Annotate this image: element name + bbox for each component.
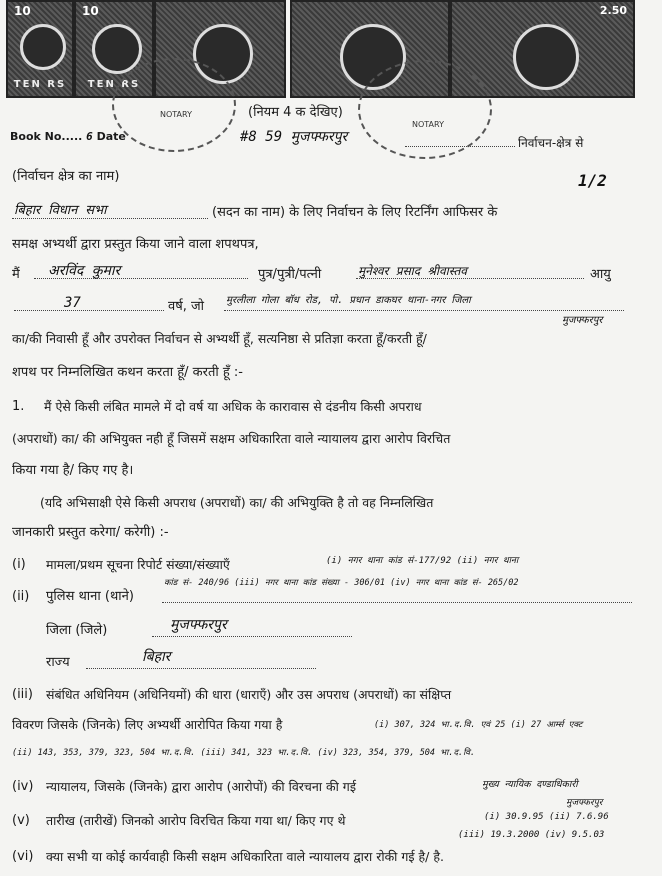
district-label: जिला (जिले) [46, 623, 108, 638]
item-v-text: तारीख (तारीखें) जिनको आरोप विरचित किया गया था/ किए गए थे [46, 813, 346, 828]
stamp-value: 2.50 [599, 4, 627, 17]
father-hand: मुनेश्वर प्रसाद श्रीवास्तव [358, 264, 467, 278]
name-hand: अरविंद कुमार [48, 263, 121, 279]
item-ii-label: (ii) [12, 589, 30, 604]
constituency-blank [405, 132, 515, 147]
item-i-label: (i) [12, 557, 26, 572]
item-iii-hand: (i) 307, 324 भा.द.वि. एवं 25 (i) 27 आर्म्स एक्ट [374, 720, 583, 730]
item-iv-hand: मुख्य न्यायिक दण्डाधिकारी [482, 779, 578, 790]
item-iii-label: (iii) [12, 687, 33, 702]
stamp-caption: TEN RS [13, 79, 67, 90]
stamp-1 [6, 0, 74, 98]
point-1-text-c: किया गया है/ किए गए है। [12, 463, 134, 478]
district-hand: मुजफ्फरपुर [170, 617, 227, 633]
serial-handwriting: #8 59 मुजफ्फरपुर [240, 129, 348, 145]
state-label: राज्य [46, 655, 70, 670]
item-i-text: मामला/प्रथम सूचना रिपोर्ट संख्या/संख्याएँ [46, 557, 230, 572]
relation-label: पुत्र/पुत्री/पत्नी [258, 267, 322, 282]
page-mark: 1/2 [578, 171, 607, 190]
resident-line: का/की निवासी हूँ और उपरोक्त निर्वाचन से अभ्यर्थी हूँ, सत्यनिष्ठा से प्रतिज्ञा करता हूँ/करती हूँ/ [12, 331, 427, 346]
house-blank [12, 204, 208, 219]
constituency-from: निर्वाचन-क्षेत्र से [518, 136, 584, 150]
item-v-hand-2: (iii) 19.3.2000 (iv) 9.5.03 [458, 830, 605, 840]
point-1-text-b: (अपराधों) का/ की अभियुक्त नही हूँ जिसमें सक्षम अधिकारिता वाले न्यायालय द्वारा आरोप विरचित [12, 431, 451, 446]
item-vi-label: (vi) [12, 849, 34, 864]
emblem-icon [92, 24, 142, 74]
item-v-hand: (i) 30.9.95 (ii) 7.6.96 [484, 812, 609, 822]
item-iii-text: संबंधित अधिनियम (अधिनियमों) की धारा (धाराएँ) और उस अपराध (अपराधों) का संक्षिप्त [46, 687, 452, 702]
seal-text: NOTARY [412, 120, 444, 129]
item-iii-text-2: विवरण जिसके (जिनके) लिए अभ्यर्थी आरोपित किया गया है [12, 717, 283, 732]
book-hand: 6 [86, 130, 93, 143]
item-iv-label: (iv) [12, 779, 34, 794]
years-label: वर्ष, जो [168, 299, 205, 314]
stamp-value: 10 [14, 4, 31, 18]
book-number-label [10, 128, 126, 146]
age-label: आयु [590, 267, 611, 282]
age-hand: 37 [64, 295, 81, 311]
item-i-hand: (i) नगर थाना कांड सं-177/92 (ii) नगर थाना [326, 556, 519, 566]
point-1-number: 1. [12, 399, 25, 414]
house-line: (सदन का नाम) के लिए निर्वाचन के लिए रिटर्निंग आफिसर के [212, 205, 498, 220]
item-iv-hand-2: मुजफ्फरपुर [566, 798, 603, 808]
oath-line: शपथ पर निम्नलिखित कथन करता हूँ/ करती हूँ :- [12, 365, 243, 380]
state-blank [86, 654, 316, 669]
item-v-label: (v) [12, 813, 30, 828]
item-ii-text: पुलिस थाना (थाने) [46, 589, 134, 604]
emblem-icon [513, 24, 579, 90]
emblem-icon [20, 24, 66, 70]
state-hand: बिहार [142, 649, 171, 665]
house-name-hand: बिहार विधान सभा [14, 203, 107, 218]
point-1-text-a: मैं ऐसे किसी लंबित मामले में दो वर्ष या अधिक के कारावास से दंडनीय किसी अपराध [44, 399, 422, 414]
condition-b: जानकारी प्रस्तुत करेगा/ करेगी) :- [12, 525, 169, 540]
item-iii-hand-2: (ii) 143, 353, 379, 323, 504 भा.द.वि. (iii) 341, 323 भा.द.वि. (iv) 323, 354, 379, 504 भा.द.वि. [12, 748, 476, 758]
date-label: Date [96, 130, 126, 143]
police-station-blank [162, 588, 632, 603]
book-no: Book No..... [10, 130, 83, 143]
age-blank [14, 296, 164, 311]
affidavit-line: समक्ष अभ्यर्थी द्वारा प्रस्तुत किया जाने वाला शपथपत्र, [12, 237, 259, 252]
rule-reference: (नियम 4 क देखिए) [248, 105, 343, 120]
address-hand-2: मुजफ्फरपुर [562, 315, 603, 326]
stamp-value: 10 [82, 4, 99, 18]
notary-seal [112, 58, 236, 152]
seal-text: NOTARY [160, 110, 192, 119]
i-am: मैं [12, 267, 20, 282]
item-iv-text: न्यायालय, जिसके (जिनके) द्वारा आरोप (आरोपों) की विरचना की गई [46, 779, 356, 794]
item-vi-text: क्या सभी या कोई कार्यवाही किसी सक्षम अधिकारिता वाले न्यायालय द्वारा रोकी गई है/ है. [46, 849, 444, 864]
condition-a: (यदि अभिसाक्षी ऐसे किसी अपराध (अपराधों) का/ की अभियुक्ति है तो वह निम्नलिखित [40, 495, 434, 510]
constituency-name-label: (निर्वाचन क्षेत्र का नाम) [12, 169, 120, 184]
item-i-hand-2: कांड सं- 240/96 (iii) नगर थाना कांड संख्या - 306/01 (iv) नगर थाना कांड सं- 265/02 [164, 578, 519, 588]
stamp-caption: TEN RS [87, 79, 141, 90]
address-hand: मुरलीला गोला बॉध रोड, पो. प्रधान डाकघर थाना-नगर जिला [226, 295, 471, 306]
